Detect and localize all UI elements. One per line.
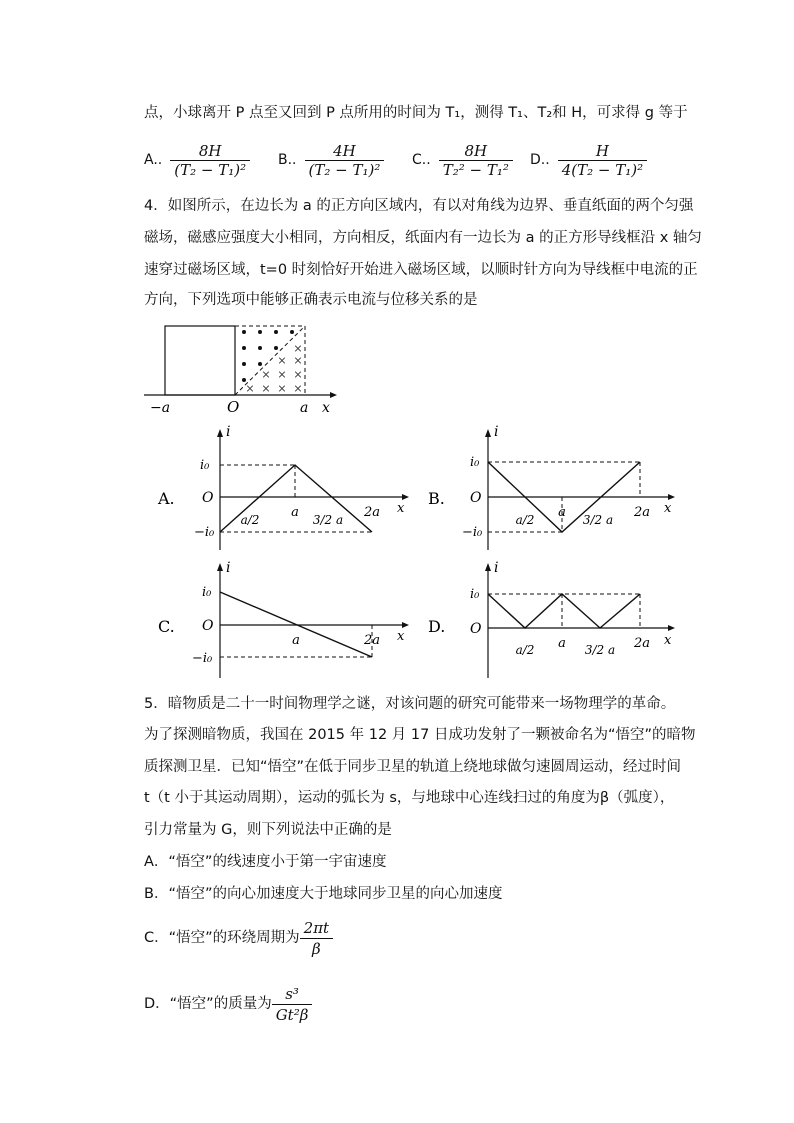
x-axis-label: x [664,633,672,648]
x-axis-label: x [664,501,672,516]
current-curve [488,594,640,628]
x-axis-arrow-icon [668,625,675,631]
neg-i0-label: −i₀ [462,525,483,540]
wire-frame-square [165,326,235,395]
q5-option-b[interactable]: B．“悟空”的向心加速度大于地球同步卫星的向心加速度 [144,886,503,902]
i-axis-arrow-icon [485,429,491,437]
q5-option-c[interactable] [144,916,333,960]
q3-option-c-fraction [439,142,513,179]
neg-i0-label: −i₀ [194,525,215,540]
tick-three-half-a: 3/2 a [582,513,614,527]
tick-a: a [558,505,566,520]
graph-option-a[interactable] [150,424,415,560]
i-axis-arrow-icon [217,429,223,437]
i-axis-arrow-icon [485,563,491,571]
q3-option-c-label: C.. [412,152,431,168]
q5-line-4: t（t 小于其运动周期），运动的弧长为 s，与地球中心连线扫过的角度为β（弧度）， [144,790,675,806]
q5-option-c-text: C．“悟空”的环绕周期为 [144,930,300,946]
i0-label: i₀ [470,455,480,470]
x-axis-label: x [397,501,405,516]
x-axis-arrow-icon [402,622,409,628]
q3-option-c-denominator: T₂² − T₁² [439,160,513,179]
q4-line-4: 方向，下列选项中能够正确表示电流与位移关系的是 [144,292,478,308]
i0-label: i₀ [202,585,212,600]
q3-option-a-label: A.. [144,152,163,168]
svg-text:×: × [261,368,271,381]
tick-2a: 2a [363,505,381,520]
tick-2a: 2a [363,633,381,648]
q3-option-c-numerator: 8H [464,141,488,160]
i-axis-label: i [226,424,231,440]
q3-option-a-fraction [170,142,250,179]
tick-half-a: a/2 [240,513,260,527]
graph-c-option-label: C. [158,617,175,636]
q5-line-2: 为了探测暗物质，我国在 2015 年 12 月 17 日成功发射了一颗被命名为“悟空”的暗物 [144,727,696,743]
q4-line-2: 磁场，磁感应强度大小相同，方向相反，纸面内有一边长为 a 的正方形导线框沿 x 轴匀 [144,230,702,246]
tick-2a: 2a [633,505,651,520]
i-axis-arrow-icon [217,563,223,571]
tick-half-a: a/2 [515,513,535,527]
q3-option-d-numerator: H [595,141,609,160]
q3-option-d[interactable] [530,136,647,184]
q3-option-b-numerator: 4H [333,141,356,160]
q3-option-b-label: B.. [278,152,297,168]
i-axis-label: i [226,560,231,576]
x-axis-arrow-icon [402,494,409,500]
x-axis-label: x [397,629,405,644]
tick-three-half-a: 3/2 a [312,513,344,527]
q3-option-d-label: D.. [530,152,550,168]
svg-text:×: × [293,342,303,355]
svg-text:×: × [277,354,287,367]
graph-option-d[interactable] [420,558,685,684]
svg-text:×: × [293,368,303,381]
graph-b-option-label: B. [428,489,445,508]
x-axis-arrow-icon [668,494,675,500]
i-axis-label: i [494,424,499,440]
graph-d-option-label: D. [428,617,446,636]
q3-option-c[interactable] [412,136,513,184]
q5-option-d-numerator: s³ [285,984,299,1003]
origin-label: O [202,618,214,634]
q4-line-3: 速穿过磁场区域，t=0 时刻恰好开始进入磁场区域，以顺时针方向为导线框中电流的正 [144,262,698,278]
tick-half-a: a/2 [515,643,535,657]
q4-line-1: 4．如图所示，在边长为 a 的正方向区域内，有以对角线为边界、垂直纸面的两个匀强 [144,198,694,214]
i0-label: i₀ [200,458,210,473]
q5-line-1: 5．暗物质是二十一时间物理学之谜，对该问题的研究可能带来一场物理学的革命。 [144,696,676,712]
q5-option-c-fraction [300,918,333,959]
tick-a: a [291,505,299,520]
q5-option-a[interactable]: A．“悟空”的线速度小于第一宇宙速度 [144,854,387,870]
q5-option-d-text: D．“悟空”的质量为 [144,996,272,1012]
tick-a: a [558,636,566,651]
x-axis-arrow-icon [330,392,337,398]
label-origin: O [227,398,240,416]
q5-option-d-denominator: Gt²β [272,1004,313,1025]
label-x: x [322,400,330,416]
q5-option-d[interactable] [144,978,312,1030]
svg-text:×: × [293,382,303,395]
graph-option-b[interactable] [420,424,685,560]
q3-option-b[interactable] [278,136,384,184]
q3-option-a[interactable] [144,136,250,184]
graph-a-option-label: A. [158,489,175,508]
q4-setup-figure [140,320,340,416]
q3-option-a-numerator: 8H [198,141,222,160]
i0-label: i₀ [470,587,480,602]
graph-option-c[interactable] [150,558,415,684]
tick-2a: 2a [633,636,651,651]
q5-option-c-denominator: β [300,938,333,959]
q5-option-d-fraction [272,984,313,1025]
q3-intro-line: 点，小球离开 P 点至又回到 P 点所用的时间为 T₁，测得 T₁、T₂和 H，可求得 g 等于 [144,105,688,121]
q3-option-a-denominator: (T₂ − T₁)² [170,160,250,179]
svg-text:×: × [245,382,255,395]
svg-text:×: × [293,354,303,367]
q5-option-c-numerator: 2πt [303,918,330,937]
svg-text:×: × [277,368,287,381]
label-a: a [300,400,309,416]
q3-option-b-denominator: (T₂ − T₁)² [305,160,385,179]
svg-text:×: × [261,382,271,395]
q3-option-d-denominator: 4(T₂ − T₁)² [558,160,647,179]
tick-a: a [292,633,300,648]
field-crosses-into-page [245,342,302,395]
svg-text:×: × [277,382,287,395]
origin-label: O [470,490,482,506]
i-axis-label: i [494,560,499,576]
tick-three-half-a: 3/2 a [584,643,616,657]
q5-line-5: 引力常量为 G，则下列说法中正确的是 [144,822,392,838]
origin-label: O [202,490,214,506]
neg-i0-label: −i₀ [192,651,213,666]
q3-option-b-fraction [305,142,385,179]
origin-label: O [470,621,482,637]
label-neg-a: −a [150,400,171,416]
q3-option-d-fraction [558,142,647,179]
q5-line-3: 质探测卫星．已知“悟空”在低于同步卫星的轨道上绕地球做匀速圆周运动，经过时间 [144,759,682,775]
